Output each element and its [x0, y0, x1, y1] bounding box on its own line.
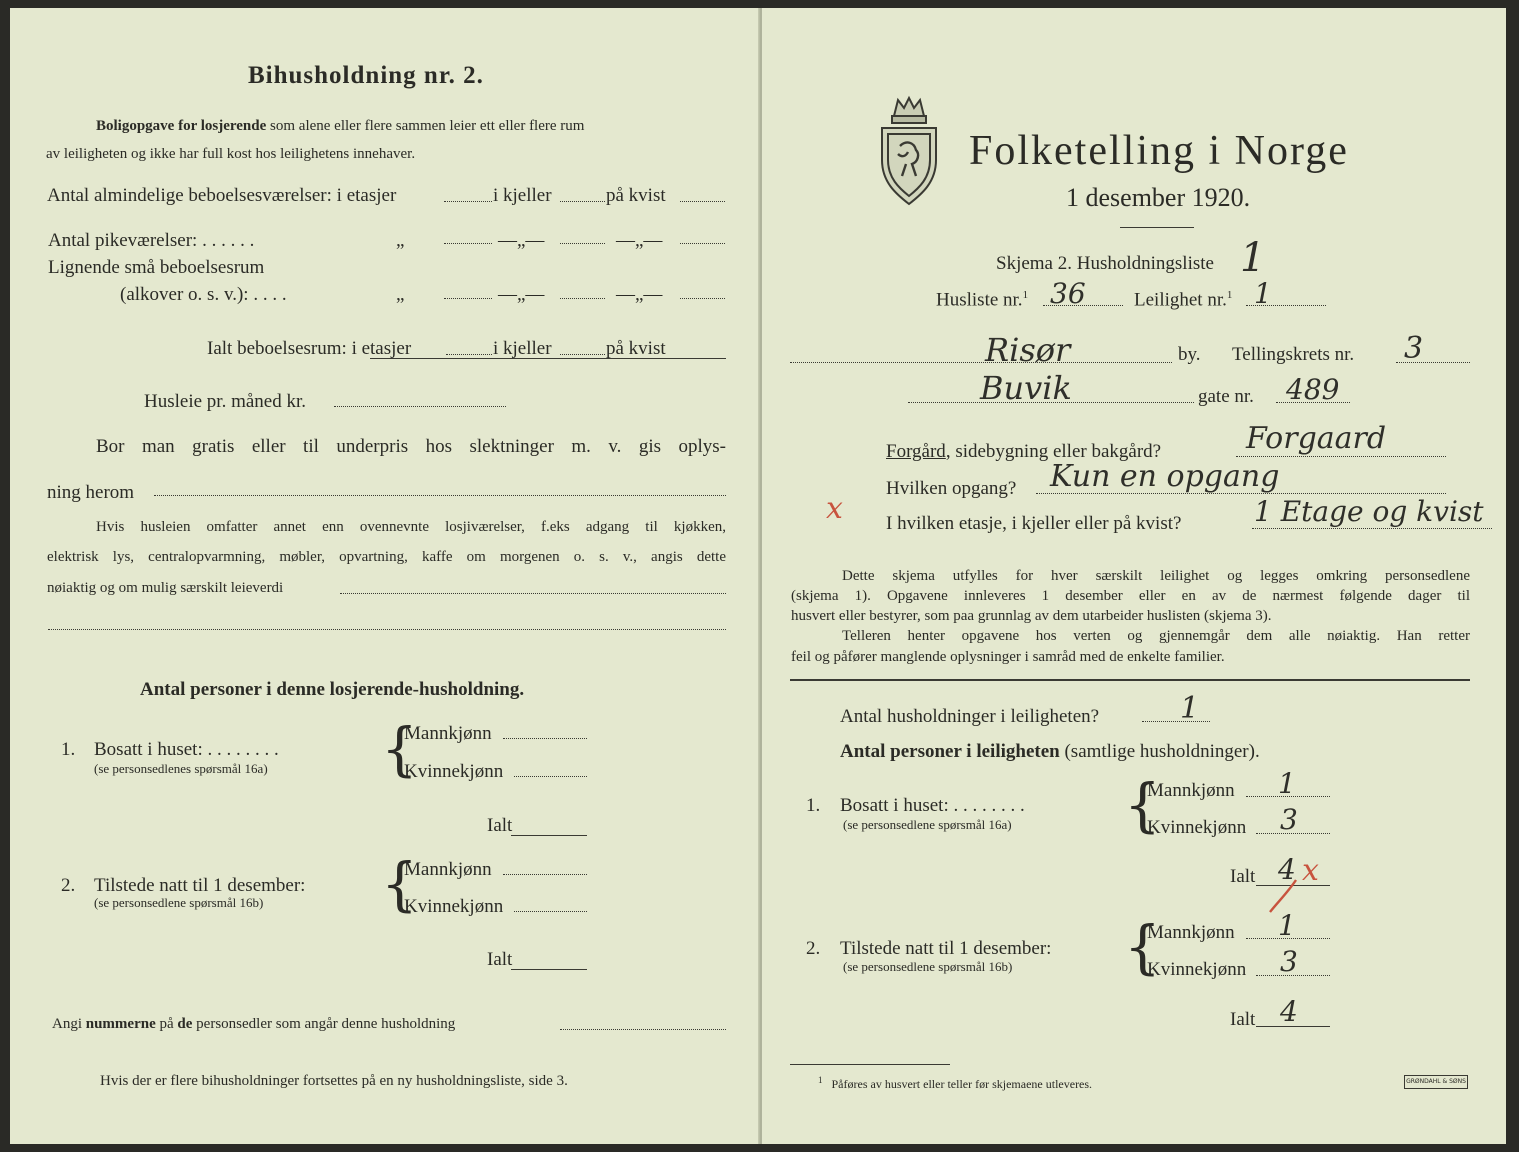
- tellingskrets-value: 3: [1404, 331, 1424, 366]
- rent-includes-3: nøiaktig og om mulig særskilt leieverdi: [47, 580, 284, 596]
- left-q2-male: Mannkjønn: [404, 859, 492, 880]
- left-q2-female: Kvinnekjønn: [404, 896, 504, 917]
- right-q2-female-value: 3: [1280, 945, 1298, 978]
- right-q2-sub: (se personsedlene spørsmål 16b): [843, 959, 1013, 974]
- street-value: Buvik: [980, 369, 1072, 407]
- footnote-text: Påføres av husvert eller teller før skjemaene utleveres.: [831, 1077, 1093, 1091]
- ditto-dash: —„—: [498, 230, 545, 251]
- small-rooms-label: Lignende små beboelsesrum: [48, 257, 265, 278]
- rent-label: Husleie pr. måned kr.: [144, 391, 306, 412]
- ditto-mark: „: [396, 284, 405, 305]
- leilighet-value: 1: [1254, 277, 1272, 310]
- right-q1-number: 1.: [806, 795, 821, 816]
- right-q1-female-label: Kvinnekjønn: [1147, 817, 1247, 838]
- right-q1-female-value: 3: [1280, 803, 1298, 836]
- gate-label: gate nr.: [1198, 386, 1254, 407]
- free-line-1: Bor man gratis eller til underpris hos slektninger m. v. gis oplys-: [96, 436, 726, 457]
- coat-of-arms-icon: [876, 94, 942, 208]
- left-page: [10, 8, 760, 1144]
- left-persons-heading: Antal personer i denne losjerende-husholdning.: [140, 679, 525, 700]
- rent-includes-2: elektrisk lys, centralopvarmning, møbler, opvartning, kaffe om morgenen o. s. v., angis dette: [47, 549, 726, 565]
- right-q2-total-label: Ialt: [1230, 1009, 1256, 1030]
- gate-value: 489: [1286, 373, 1340, 406]
- tellingskrets-label: Tellingskrets nr.: [1232, 344, 1355, 365]
- husliste-label: Husliste nr.$^1$: [936, 289, 1029, 311]
- left-q1-female: Kvinnekjønn: [404, 761, 504, 782]
- schema-value: 1: [1240, 235, 1266, 281]
- opgang-question: Hvilken opgang?: [886, 478, 1017, 499]
- left-q2-number: 2.: [61, 875, 76, 896]
- census-date: 1 desember 1920.: [1066, 183, 1251, 212]
- right-q2-total-value: 4: [1280, 995, 1298, 1028]
- left-q1-sub: (se personsedlenes spørsmål 16a): [94, 761, 268, 776]
- rooms-label: Antal almindelige beboelsesværelser: i etasjer: [47, 185, 397, 206]
- instructions-4: Telleren henter opgavene hos verten og gjennemgår dem alle nøiaktig. Han retter: [842, 628, 1470, 644]
- ditto-dash: —„—: [498, 284, 545, 305]
- forgard-value: Forgaard: [1246, 421, 1387, 456]
- right-q2-number: 2.: [806, 938, 821, 959]
- right-q2-label: Tilstede natt til 1 desember:: [840, 938, 1052, 959]
- left-q1-label: Bosatt i huset: . . . . . . . .: [94, 739, 279, 760]
- schema-label: Skjema 2. Husholdningsliste: [996, 253, 1214, 274]
- opgang-value: Kun en opgang: [1050, 459, 1280, 494]
- intro-bold: Boligopgave for losjerende: [96, 118, 267, 134]
- left-q1-number: 1.: [61, 739, 76, 760]
- right-q1-male-value: 1: [1278, 767, 1296, 800]
- ditto-mark: „: [396, 230, 405, 251]
- households-label: Antal husholdninger i leiligheten?: [840, 706, 1100, 727]
- total-rooms-cellar: i kjeller: [493, 338, 552, 359]
- continued-note: Hvis der er flere bihusholdninger fortsettes på en ny husholdningsliste, side 3.: [100, 1073, 568, 1089]
- city-value: Risør: [985, 331, 1071, 369]
- instructions-1: Dette skjema utfylles for hver særskilt leilighet og legges omkring personsedlene: [842, 568, 1470, 584]
- left-title: Bihusholdning nr. 2.: [248, 62, 484, 89]
- right-q2-male-value: 1: [1278, 909, 1296, 942]
- right-title: Folketelling i Norge: [969, 128, 1349, 174]
- maid-rooms-label: Antal pikeværelser: . . . . . .: [48, 230, 255, 251]
- etasje-value: 1 Etage og kvist: [1254, 495, 1484, 528]
- small-rooms-sub: (alkover o. s. v.): . . . .: [120, 284, 287, 305]
- right-q2-female-label: Kvinnekjønn: [1147, 959, 1247, 980]
- etasje-question: I hvilken etasje, i kjeller eller på kvist?: [886, 513, 1182, 534]
- right-q1-sub: (se personsedlene spørsmål 16a): [843, 817, 1012, 832]
- red-margin-mark: x: [826, 491, 843, 526]
- right-q1-total-value: 4: [1278, 853, 1296, 886]
- left-q1-male: Mannkjønn: [404, 723, 492, 744]
- right-q1-male-label: Mannkjønn: [1147, 780, 1235, 801]
- instructions-3: husvert eller bestyrer, som paa grunnlag av dem utarbeider huslisten (skjema 3).: [791, 608, 1272, 624]
- left-q2-sub: (se personsedlene spørsmål 16b): [94, 895, 264, 910]
- numbers-note: Angi nummerne på de personsedler som angår denne husholdning: [52, 1016, 456, 1032]
- left-q2-total: Ialt: [487, 949, 513, 970]
- instructions-5: feil og påfører manglende oplysninger i samråd med de enkelte familier.: [791, 649, 1225, 665]
- households-value: 1: [1180, 691, 1200, 726]
- ditto-dash: —„—: [616, 230, 663, 251]
- intro-line-2: av leiligheten og ikke har full kost hos leilighetens innehaver.: [46, 146, 416, 162]
- total-rooms-attic: på kvist: [606, 338, 666, 359]
- instructions-2: (skjema 1). Opgavene innleveres 1 desember eller en av de nærmest følgende dager til: [791, 588, 1470, 604]
- right-q1-total-red-mark: x: [1302, 853, 1319, 888]
- rooms-cellar: i kjeller: [493, 185, 552, 206]
- printer-mark: GRØNDAHL & SØNS: [1404, 1075, 1468, 1089]
- rent-includes-1: Hvis husleien omfatter annet enn ovennevnte losjiværelser, f.eks adgang til kjøkken,: [96, 519, 726, 535]
- left-q2-label: Tilstede natt til 1 desember:: [94, 875, 306, 896]
- city-label: by.: [1178, 344, 1201, 365]
- left-q1-total: Ialt: [487, 815, 513, 836]
- right-q2-male-label: Mannkjønn: [1147, 922, 1235, 943]
- free-line-2: ning herom: [47, 482, 135, 503]
- right-q1-total-label: Ialt: [1230, 866, 1256, 887]
- total-rooms-label: Ialt beboelsesrum: i etasjer: [207, 338, 412, 359]
- leilighet-label: Leilighet nr.$^1$: [1134, 289, 1233, 311]
- right-q1-label: Bosatt i huset: . . . . . . . .: [840, 795, 1025, 816]
- rooms-attic: på kvist: [606, 185, 666, 206]
- forgard-question: Forgård, sidebygning eller bakgård?: [886, 441, 1162, 462]
- husliste-value: 36: [1050, 277, 1086, 310]
- ditto-dash: —„—: [616, 284, 663, 305]
- intro-rest: som alene eller flere sammen leier ett eller flere rum: [270, 118, 585, 134]
- right-persons-heading: Antal personer i leiligheten (samtlige husholdninger).: [840, 741, 1260, 762]
